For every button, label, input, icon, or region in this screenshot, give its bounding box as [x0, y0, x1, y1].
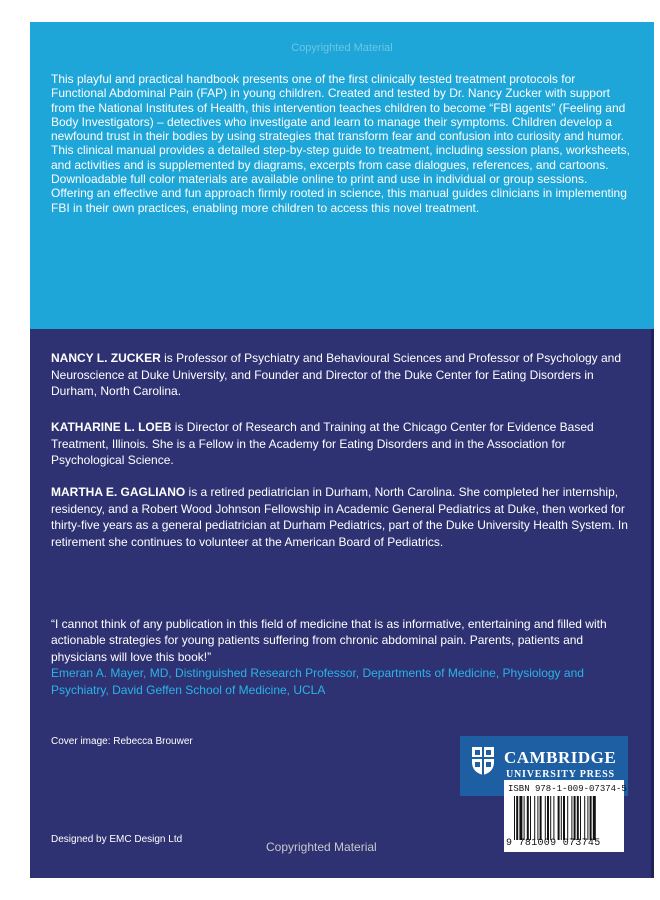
back-cover: [30, 22, 654, 878]
author-bio-text: is Director of Research and Training at the Chicago Center for Evidence Based Treatment, Illinois. She is a Fellow in the Academy for Eating Disorders and in the Association for Psychological Science.: [51, 420, 594, 468]
design-credit: Designed by EMC Design Ltd: [51, 834, 183, 845]
book-description: This playful and practical handbook presents one of the first clinically tested treatment protocols for Functional Abdominal Pain (FAP) in young children. Created and tested by Dr. Nancy Zucker with support from the National Institutes of Health, this intervention teaches children to become “FBI agents” (Feeling and Body Investigators) – detectives who investigate and learn to manage their symptoms. Children develop a newfound trust in their bodies by using strategies that transform fear and confusion into curiosity and humor. This clinical manual provides a detailed step-by-step guide to treatment, including session plans, worksheets, and activities and is supplemented by diagrams, excerpts from case dialogues, references, and cartoons. Downloadable full color materials are available online to print and use in individual or group sessions. Offering an effective and fun approach firmly rooted in science, this manual guides clinicians in implementing FBI in their own practices, enabling more children to access this novel treatment.: [51, 72, 630, 215]
barcode-digits: 9 781009 073745: [506, 838, 601, 849]
isbn-barcode: [504, 780, 627, 852]
barcode-icon: [514, 796, 618, 840]
author-bio-loeb: [51, 419, 631, 469]
author-bio-zucker: [51, 350, 631, 400]
author-name: NANCY L. ZUCKER: [51, 351, 161, 365]
publisher-press: UNIVERSITY PRESS: [506, 769, 615, 780]
watermark-top: Copyrighted Material: [291, 42, 393, 54]
quote-attribution: Emeran A. Mayer, MD, Distinguished Research Professor, Departments of Medicine, Physiology and Psychiatry, David Geffen School of Medicine, UCLA: [51, 666, 584, 697]
cambridge-shield-icon: [471, 746, 495, 776]
publisher-name: CAMBRIDGE: [504, 748, 617, 767]
author-bio-text: is a retired pediatrician in Durham, North Carolina. She completed her internship, residency, and a Robert Wood Johnson Fellowship in Academic General Pediatrics at Duke, then worked for thirty-five years as a general pediatrician at Durham Pediatrics, part of the Duke University Health System. In retirement she continues to volunteer at the American Board of Pediatrics.: [51, 485, 628, 549]
blurb-panel: [30, 22, 654, 329]
quote-text: “I cannot think of any publication in this field of medicine that is as informative, entertaining and filled with actionable strategies for young patients suffering from chronic abdominal pain. Parents, patients and physicians will love this book!”: [51, 617, 607, 664]
author-bio-text: is Professor of Psychiatry and Behavioural Sciences and Professor of Psychology and Neuroscience at Duke University, and Founder and Director of the Duke Center for Eating Disorders in Durham, North Carolina.: [51, 351, 622, 399]
cover-credit: Cover image: Rebecca Brouwer: [51, 736, 193, 747]
author-name: KATHARINE L. LOEB: [51, 420, 172, 434]
watermark-bottom: Copyrighted Material: [266, 840, 377, 854]
author-bio-gagliano: [51, 484, 631, 550]
endorsement-quote: [51, 616, 631, 698]
isbn-label: ISBN 978-1-009-07374-5: [508, 784, 627, 794]
author-name: MARTHA E. GAGLIANO: [51, 485, 186, 499]
